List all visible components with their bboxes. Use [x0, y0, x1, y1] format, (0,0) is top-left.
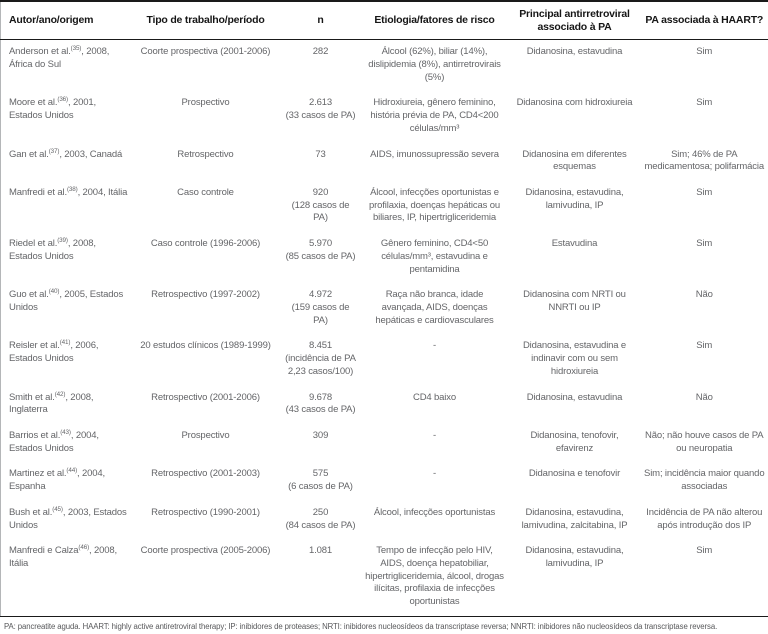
author-year-origin: , 2001, Estados Unidos [9, 97, 96, 122]
table-row [1, 386, 768, 424]
cell-n [281, 386, 361, 424]
cell-author [1, 539, 131, 616]
reference-superscript: (42) [54, 390, 66, 398]
n-value: 9.678 [308, 391, 333, 403]
cell-author [1, 501, 131, 539]
reference-superscript: (37) [48, 147, 60, 155]
cell-study-type: Coorte prospectiva (2001-2006) [140, 46, 271, 58]
author-name: Bush et al. [9, 506, 53, 518]
cell-author [1, 424, 131, 462]
table-row [1, 40, 768, 92]
cell-antiretroviral: Didanosina, estavudina [526, 391, 623, 403]
cell-study-type: Retrospectivo (1997-2002) [151, 289, 260, 301]
cell-pa-haart: Incidência de PA não alterou após introdução dos IP [646, 506, 763, 531]
cell-etiology: Álcool (62%), biliar (14%), dislipidemia (8%), antirretrovirais (5%) [368, 46, 501, 83]
cell-n [281, 539, 361, 616]
author-name: Riedel et al. [9, 238, 58, 250]
table-row [1, 501, 768, 539]
author-year-origin: , 2008, Estados Unidos [9, 238, 96, 262]
cell-study-type: Coorte prospectiva (2005-2006) [140, 545, 271, 557]
n-detail: (33 casos de PA) [285, 110, 356, 122]
cell-etiology: AIDS, imunossupressão severa [370, 148, 499, 160]
table-row [1, 424, 768, 462]
cell-etiology: - [432, 340, 436, 352]
cell-pa-haart: Não [695, 391, 713, 403]
n-detail: (incidência de PA 2,23 casos/100) [285, 353, 356, 377]
reference-superscript: (43) [60, 428, 71, 436]
cell-author [1, 40, 131, 92]
reference-superscript: (46) [78, 544, 90, 552]
cell-antiretroviral: Didanosina em diferentes esquemas [522, 148, 627, 173]
cell-antiretroviral: Didanosina e tenofovir [528, 468, 621, 480]
author-name: Guo et al. [9, 289, 49, 301]
cell-etiology: Gênero feminino, CD4<50 células/mm³, estavudina e pentamidina [380, 238, 489, 275]
cell-pa-haart: Sim [696, 186, 713, 198]
cell-antiretroviral: Didanosina com NRTI ou NNRTI ou IP [523, 289, 626, 313]
cell-n [281, 334, 361, 385]
table-body [1, 40, 768, 617]
reference-superscript: (39) [57, 236, 68, 244]
table-row [1, 334, 768, 385]
author-name: Barrios et al. [9, 430, 61, 441]
table-row [1, 462, 768, 500]
column-header-pa-haart: PA associada à HAART? [641, 1, 768, 40]
cell-pa-haart: Sim [696, 238, 713, 250]
cell-etiology: Álcool, infecções oportunistas e profilaxia, doenças hepáticas ou biliares, IP, hipertrigliceridemia [369, 186, 500, 224]
column-header-author: Autor/ano/origem [1, 1, 131, 40]
n-detail: (85 casos de PA) [285, 250, 356, 262]
cell-pa-haart: Sim [696, 545, 713, 557]
n-value: 282 [312, 46, 329, 58]
table-footnote: PA: pancreatite aguda. HAART: highly active antiretroviral therapy; IP: inibidores de proteases; NRTI: inibidores nucleosídeos da transcriptase reversa; NNRTI: inibidores não nucleosídeos da transcriptase reversa. [4, 621, 718, 631]
n-value: 4.972 [308, 289, 333, 301]
cell-antiretroviral: Didanosina, tenofovir, efavirenz [530, 430, 619, 454]
n-value: 309 [312, 430, 329, 441]
n-detail: (6 casos de PA) [288, 481, 353, 493]
cell-antiretroviral: Didanosina, estavudina, lamivudina, IP [525, 545, 624, 570]
author-year-origin: , 2008, Inglaterra [9, 391, 94, 416]
table-row [1, 232, 768, 283]
author-year-origin: , 2008, África do Sul [9, 46, 110, 70]
n-value: 575 [312, 468, 329, 480]
n-value: 920 [312, 186, 329, 198]
cell-n [281, 424, 361, 462]
cell-n [281, 40, 361, 92]
cell-n [281, 283, 361, 334]
author-year-origin: , 2004, Itália [77, 186, 128, 198]
table-row [1, 143, 768, 181]
n-value: 1.081 [308, 545, 333, 557]
reference-superscript: (38) [66, 185, 78, 193]
table-row [1, 283, 768, 334]
cell-pa-haart: Sim [696, 46, 713, 58]
table-header [1, 1, 768, 40]
n-detail: (128 casos de PA) [291, 199, 350, 224]
cell-author [1, 91, 131, 142]
cell-etiology: CD4 baixo [412, 391, 456, 403]
cell-etiology: - [432, 430, 436, 441]
n-detail: (84 casos de PA) [285, 519, 356, 531]
author-year-origin: , 2003, Canadá [59, 148, 123, 160]
cell-author [1, 143, 131, 181]
cell-antiretroviral: Didanosina com hidroxiureia [516, 97, 633, 109]
reference-superscript: (41) [59, 339, 71, 347]
cell-pa-haart: Sim [696, 340, 713, 352]
n-value: 8.451 [308, 340, 333, 352]
author-name: Anderson et al. [9, 46, 71, 58]
cell-pa-haart: Sim; incidência maior quando associadas [644, 468, 765, 493]
author-name: Reisler et al. [9, 340, 60, 352]
author-year-origin: , 2004, Espanha [9, 468, 106, 493]
cell-author [1, 181, 131, 232]
cell-study-type: Prospectivo [181, 97, 230, 109]
n-value: 2.613 [308, 97, 333, 109]
cell-study-type: Caso controle [177, 186, 234, 198]
cell-pa-haart: Não [695, 289, 713, 301]
cell-etiology: Hidroxiureia, gênero feminino, história prévia de PA, CD4<200 células/mm³ [370, 97, 499, 134]
reference-superscript: (35) [70, 45, 82, 53]
table-row [1, 539, 768, 616]
author-name: Gan et al. [9, 148, 49, 160]
cell-etiology: - [432, 468, 436, 480]
author-name: Martinez et al. [9, 468, 67, 480]
n-value: 73 [315, 148, 326, 160]
n-detail: (159 casos de PA) [291, 301, 350, 326]
cell-n [281, 462, 361, 500]
cell-etiology: Tempo de infecção pelo HIV, AIDS, doença hepatobiliar, hipertrigliceridemia, álcool, drogas ilícitas, profilaxia de infecções oportunistas [365, 545, 504, 608]
cell-study-type: Prospectivo [181, 430, 230, 441]
reference-superscript: (44) [66, 467, 78, 475]
cell-study-type: Retrospectivo (1990-2001) [151, 506, 260, 518]
author-name: Smith et al. [9, 391, 55, 403]
column-header-antiretroviral: Principal antirretroviral associado à PA [509, 1, 641, 40]
author-year-origin: , 2004, Estados Unidos [9, 430, 99, 454]
author-year-origin: , 2008, Itália [9, 545, 118, 570]
cell-study-type: Retrospectivo (2001-2003) [151, 468, 260, 480]
author-year-origin: , 2005, Estados Unidos [9, 289, 124, 313]
cell-antiretroviral: Didanosina, estavudina, lamivudina, IP [525, 186, 624, 211]
author-year-origin: , 2006, Estados Unidos [9, 340, 99, 365]
cell-study-type: Caso controle (1996-2006) [150, 238, 261, 250]
n-value: 5.970 [308, 238, 333, 250]
cell-author [1, 334, 131, 385]
cell-author [1, 232, 131, 283]
cell-n [281, 143, 361, 181]
cell-n [281, 181, 361, 232]
cell-study-type: Retrospectivo (2001-2006) [151, 391, 260, 403]
n-detail: (43 casos de PA) [285, 404, 356, 416]
column-header-n: n [281, 1, 361, 40]
n-value: 250 [312, 506, 329, 518]
cell-n [281, 501, 361, 539]
column-header-study-type: Tipo de trabalho/período [131, 1, 281, 40]
cell-pa-haart: Sim [696, 97, 713, 109]
cell-etiology: Raça não branca, idade avançada, AIDS, doenças hepáticas e cardiovasculares [375, 289, 494, 326]
author-name: Manfredi e Calza [9, 545, 79, 557]
author-year-origin: , 2003, Estados Unidos [9, 506, 127, 531]
author-name: Moore et al. [9, 97, 58, 109]
table-row [1, 181, 768, 232]
cell-study-type: Retrospectivo [177, 148, 234, 160]
table-row [1, 91, 768, 142]
reference-superscript: (36) [57, 96, 68, 104]
reference-superscript: (40) [48, 288, 60, 296]
cell-antiretroviral: Didanosina, estavudina, lamivudina, zalcitabina, IP [521, 506, 628, 531]
cell-n [281, 91, 361, 142]
cell-author [1, 462, 131, 500]
column-header-etiology: Etiologia/fatores de risco [361, 1, 509, 40]
cell-etiology: Álcool, infecções oportunistas [373, 506, 496, 518]
cell-n [281, 232, 361, 283]
cell-author [1, 386, 131, 424]
cell-author [1, 283, 131, 334]
cell-pa-haart: Não; não houve casos de PA ou neuropatia [645, 430, 764, 454]
header-row [1, 1, 768, 40]
author-name: Manfredi et al. [9, 186, 67, 198]
cell-antiretroviral: Didanosina, estavudina [526, 46, 623, 58]
cell-antiretroviral: Estavudina [551, 238, 598, 250]
reference-superscript: (45) [52, 505, 63, 513]
cell-pa-haart: Sim; 46% de PA medicamentosa; polifarmácia [644, 148, 764, 173]
cell-study-type: 20 estudos clínicos (1989-1999) [140, 340, 271, 352]
cell-antiretroviral: Didanosina, estavudina e indinavir com ou sem hidroxiureia [522, 340, 627, 377]
